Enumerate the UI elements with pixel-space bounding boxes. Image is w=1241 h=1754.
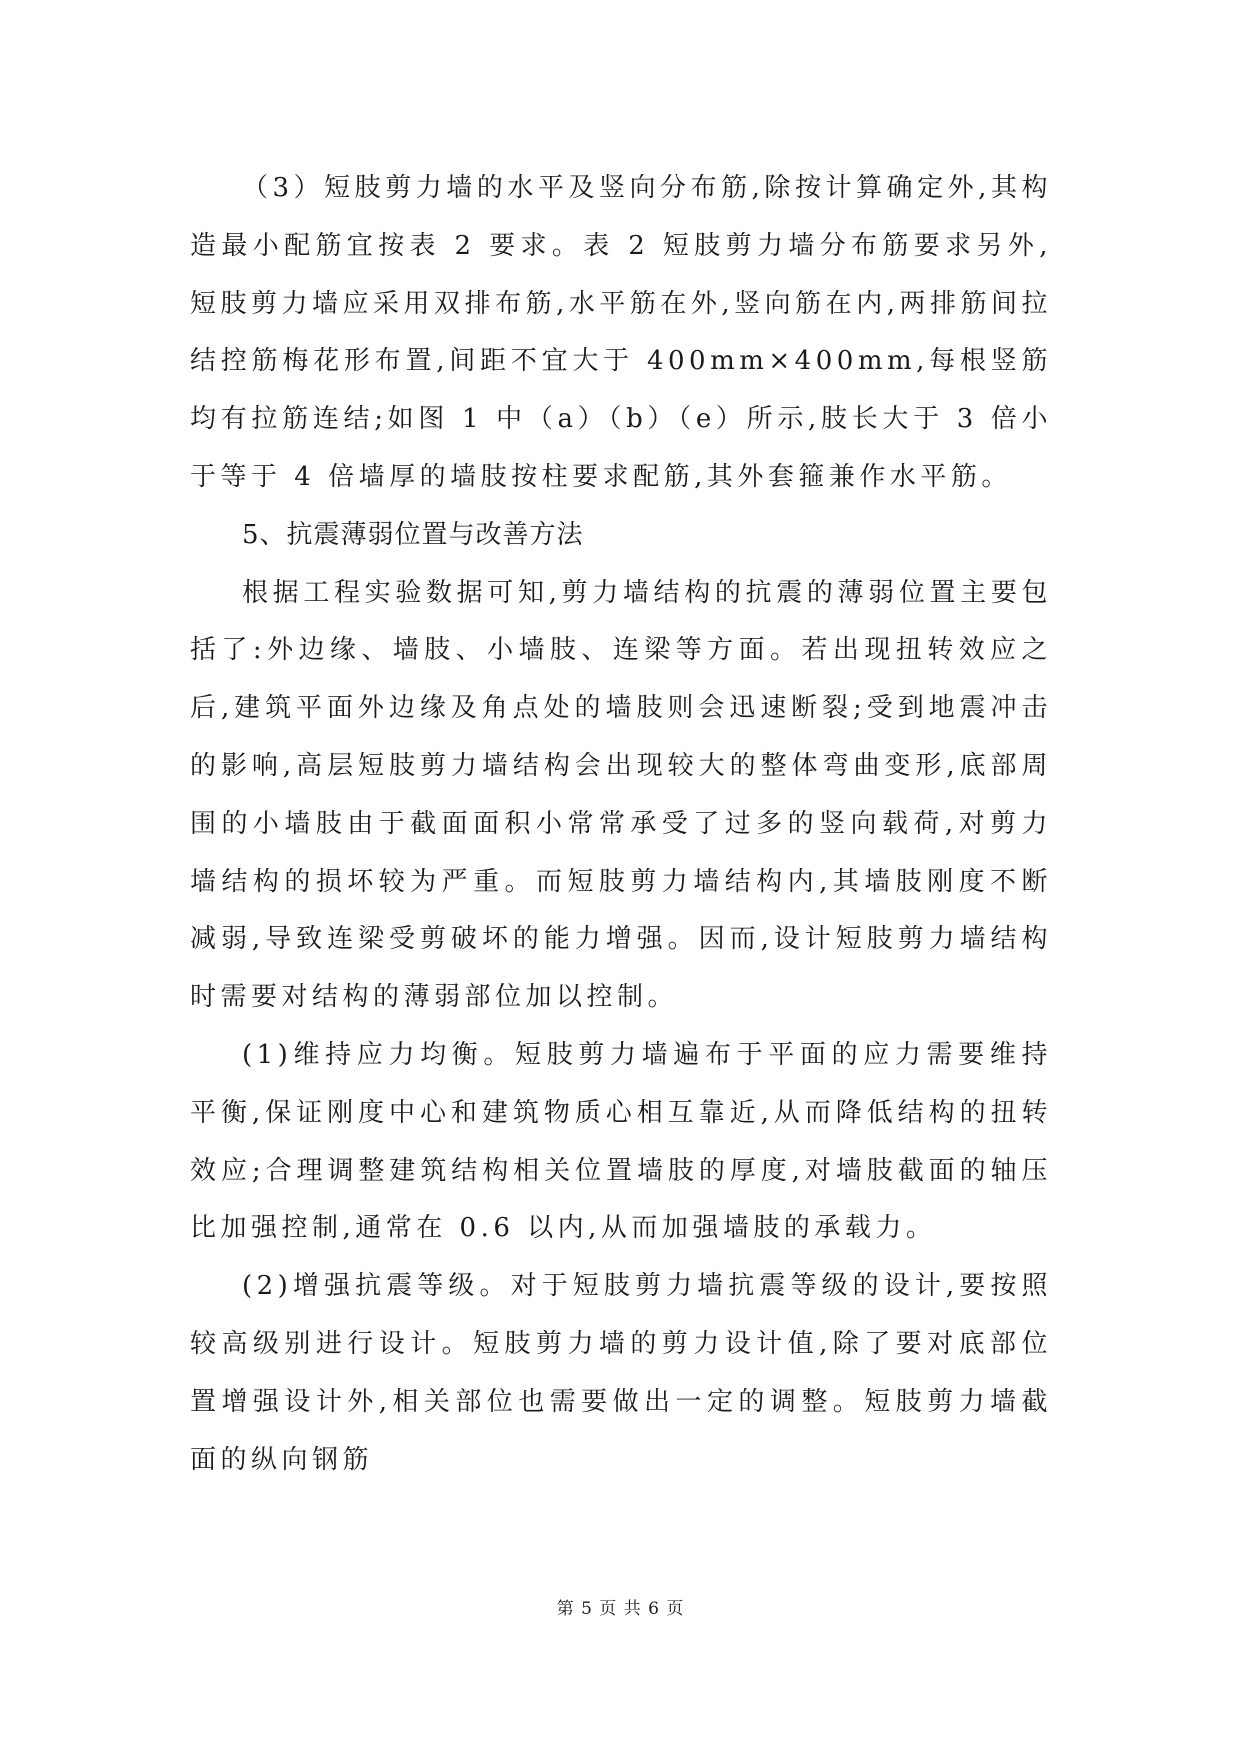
paragraph-stress-balance: (1)维持应力均衡。短肢剪力墙遍布于平面的应力需要维持平衡,保证刚度中心和建筑物质心相互靠近,从而降低结构的扭转效应;合理调整建筑结构相关位置墙肢的厚度,对墙肢截面的轴压比加强控制,通常在 0.6 以内,从而加强墙肢的承载力。: [190, 1039, 1052, 1244]
paragraph-distribution-bars: （3）短肢剪力墙的水平及竖向分布筋,除按计算确定外,其构造最小配筋宜按表 2 要求。表 2 短肢剪力墙分布筋要求另外,短肢剪力墙应采用双排布筋,水平筋在外,竖向筋在内,两排筋间拉结控筋梅花形布置,间距不宜大于 400mm×400mm,每根竖筋均有拉筋连结;如图 1 中（a）（b）（e）所示,肢长大于 3 倍小于等于 4 倍墙厚的墙肢按柱要求配筋,其外套箍兼作水平筋。: [190, 173, 1052, 492]
body-text: [190, 160, 1052, 1489]
page-number-footer: 第 5 页 共 6 页: [556, 1599, 685, 1619]
paragraph-weak-positions: 根据工程实验数据可知,剪力墙结构的抗震的薄弱位置主要包括了:外边缘、墙肢、小墙肢、连梁等方面。若出现扭转效应之后,建筑平面外边缘及角点处的墙肢则会迅速断裂;受到地震冲击的影响,高层短肢剪力墙结构会出现较大的整体弯曲变形,底部周围的小墙肢由于截面面积小常常承受了过多的竖向载荷,对剪力墙结构的损坏较为严重。而短肢剪力墙结构内,其墙肢刚度不断减弱,导致连梁受剪破坏的能力增强。因而,设计短肢剪力墙结构时需要对结构的薄弱部位加以控制。: [190, 577, 1052, 1013]
section-heading-5: 5、抗震薄弱位置与改善方法: [242, 519, 584, 550]
paragraph-seismic-grade: (2)增强抗震等级。对于短肢剪力墙抗震等级的设计,要按照较高级别进行设计。短肢剪力墙的剪力设计值,除了要对底部位置增强设计外,相关部位也需要做出一定的调整。短肢剪力墙截面的纵向钢筋: [190, 1271, 1052, 1475]
